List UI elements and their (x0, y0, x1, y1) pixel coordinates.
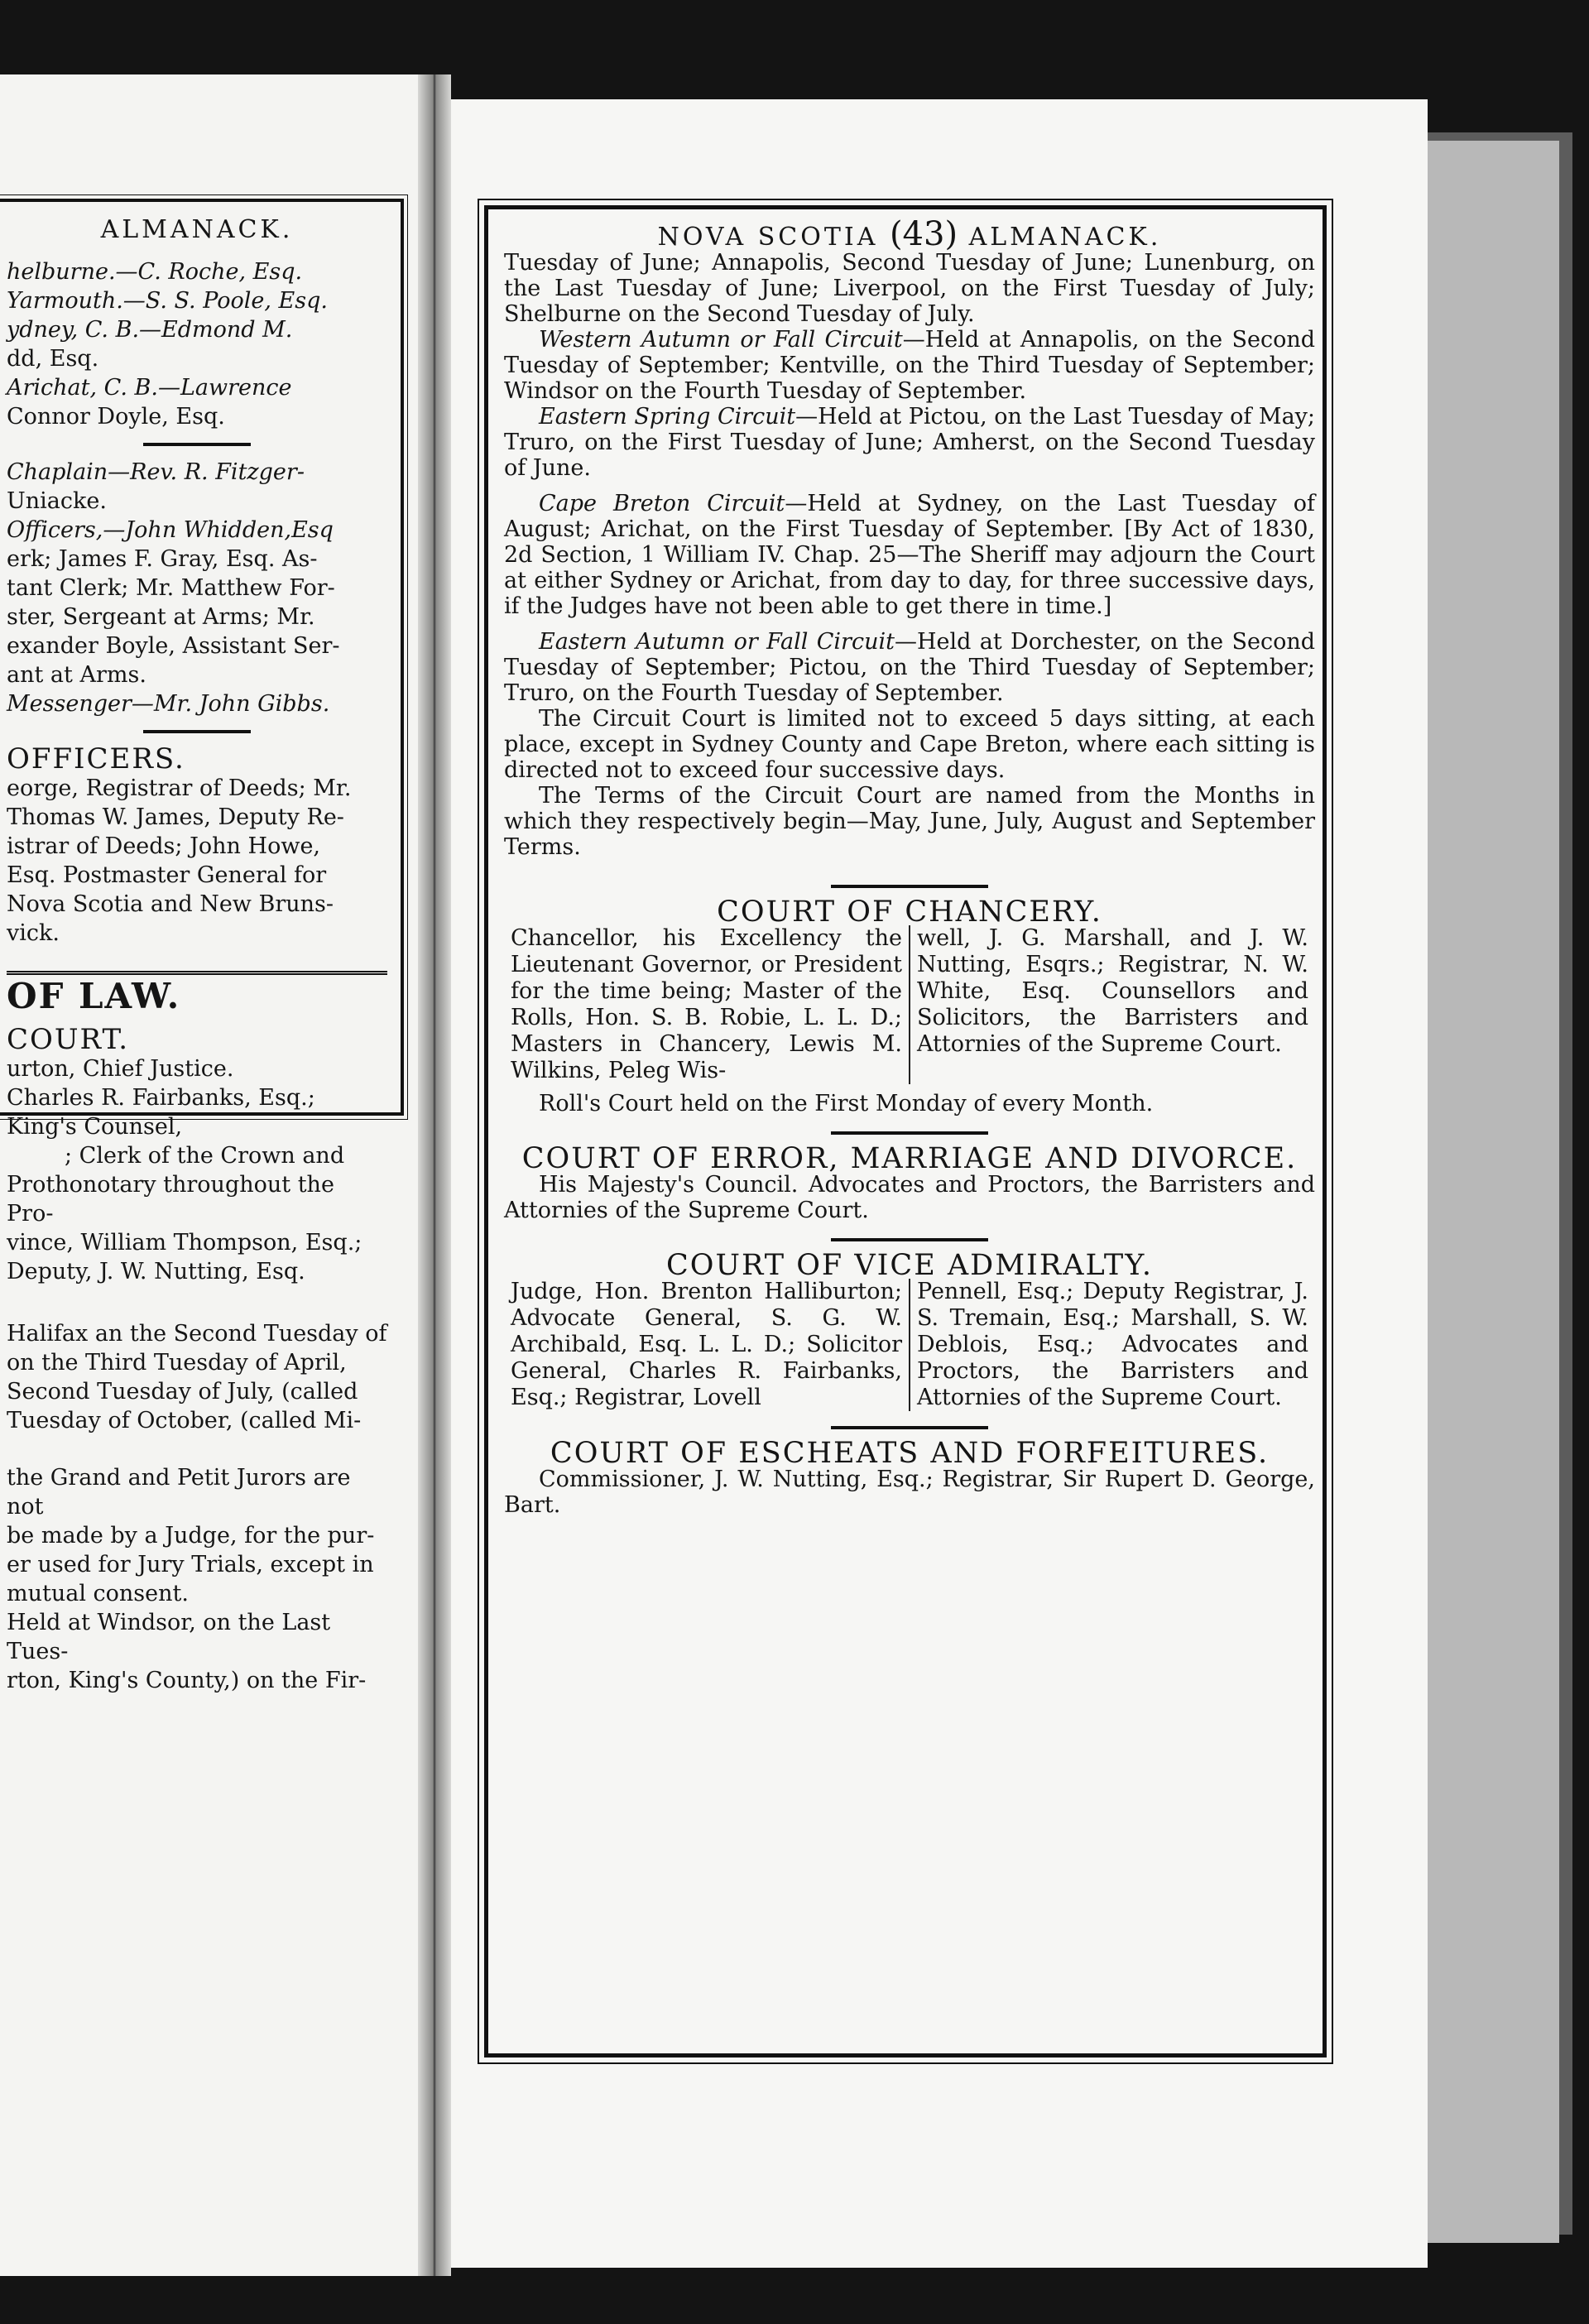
right-page-text (504, 215, 1316, 1518)
left-line: helburne.—C. Roche, Esq. (7, 259, 303, 285)
double-divider (7, 971, 387, 975)
admiralty-right-column: Pennell, Esq.; Deputy Registrar, J. S. Tremain, Esq.; Marshall, S. W. Deblois, Esq.; Advocates and Proctors, the Barristers and Attornies of the Supreme Court. (917, 1279, 1308, 1410)
left-line: Prothonotary throughout the Pro- (7, 1172, 334, 1227)
left-line: erk; James F. Gray, Esq. As- (7, 546, 318, 572)
divider (831, 1426, 988, 1429)
chancery-right-column: well, J. G. Marshall, and J. W. Nutting, Esqrs.; Registrar, N. W. White, Esq. Counsellors and Solicitors, the Barristers and Attornies of the Supreme Court. (917, 925, 1308, 1057)
left-lines-1 (7, 257, 387, 431)
left-page-text (7, 215, 387, 1695)
left-line: er used for Jury Trials, except in (7, 1552, 374, 1577)
left-running-head: ALMANACK. (100, 215, 294, 244)
left-line: vick. (7, 920, 60, 946)
left-line: Uniacke. (7, 488, 107, 514)
officers-heading: OFFICERS. (7, 742, 185, 775)
left-line: Arichat, C. B.—Lawrence (7, 375, 292, 401)
eastern-autumn-text: —Held at Dorchester, on the Second Tuesday of September; Pictou, on the Third Tuesday of September; Truro, on the Fourth Tuesday of September. (504, 629, 1315, 706)
left-line: istrar of Deeds; John Howe, (7, 833, 321, 859)
chancery-columns (504, 925, 1315, 1084)
left-line: Connor Doyle, Esq. (7, 404, 225, 430)
left-line: King's Counsel, (7, 1114, 183, 1140)
left-line: Second Tuesday of July, (called (7, 1379, 358, 1404)
eastern-spring-title: Eastern Spring Circuit (539, 404, 796, 430)
left-line: Messenger—Mr. John Gibbs. (7, 691, 330, 717)
left-line: exander Boyle, Assistant Ser- (7, 633, 340, 659)
divider (831, 1131, 988, 1135)
running-head (504, 215, 1315, 253)
page-number: (43) (889, 215, 958, 253)
left-line: ant at Arms. (7, 662, 146, 688)
left-page (0, 74, 418, 2276)
paragraph-terms: The Terms of the Circuit Court are named from the Months in which they respectively begin—May, June, July, August and September Terms. (504, 783, 1315, 860)
left-line: Halifax an the Second Tuesday of (7, 1321, 387, 1347)
left-line: Deputy, J. W. Nutting, Esq. (7, 1259, 305, 1284)
cape-breton-title: Cape Breton Circuit (539, 491, 785, 516)
admiralty-left-column: Judge, Hon. Brenton Halliburton; Advocate General, S. G. W. Archibald, Esq. L. L. D.; Solicitor General, Charles R. Fairbanks, Esq.; Registrar, Lovell (504, 1279, 910, 1411)
left-line: Esq. Postmaster General for (7, 862, 327, 888)
left-line: tant Clerk; Mr. Matthew For- (7, 575, 335, 601)
left-line: on the Third Tuesday of April, (7, 1350, 347, 1376)
chancery-left-column: Chancellor, his Excellency the Lieutenant Governor, or President for the time being; Master of the Rolls, Hon. S. B. Robie, L. L. D.; Masters in Chancery, Lewis M. Wilkins, Peleg Wis- (504, 925, 910, 1084)
left-line: Thomas W. James, Deputy Re- (7, 804, 344, 830)
escheats-text: Commissioner, J. W. Nutting, Esq.; Registrar, Sir Rupert D. George, Bart. (504, 1467, 1315, 1518)
western-circuit-title: Western Autumn or Fall Circuit (539, 327, 903, 353)
paragraph-western-circuit (504, 327, 1315, 404)
escheats-heading: COURT OF ESCHEATS AND FORFEITURES. (550, 1437, 1270, 1470)
left-line: ster, Sergeant at Arms; Mr. (7, 604, 315, 630)
divider (831, 885, 988, 888)
admiralty-heading: COURT OF VICE ADMIRALTY. (666, 1249, 1153, 1282)
divider (831, 1238, 988, 1241)
left-line: ; Clerk of the Crown and (65, 1143, 345, 1169)
left-line: the Grand and Petit Jurors are not (7, 1465, 351, 1520)
left-lines-2 (7, 458, 387, 718)
left-line: Held at Windsor, on the Last Tues- (7, 1610, 331, 1664)
left-line: eorge, Registrar of Deeds; Mr. (7, 775, 352, 801)
paragraph-eastern-autumn-circuit (504, 629, 1315, 706)
left-line: dd, Esq. (7, 346, 99, 372)
paragraph-circuit-limit: The Circuit Court is limited not to exceed 5 days sitting, at each place, except in Sydney County and Cape Breton, where each sitting is directed not to exceed four successive days. (504, 706, 1315, 783)
divider (143, 443, 251, 446)
paragraph-sessions: Tuesday of June; Annapolis, Second Tuesday of June; Lunenburg, on the Last Tuesday of June; Liverpool, on the First Tuesday of July; Shelburne on the Second Tuesday of July. (504, 250, 1315, 327)
paragraph-eastern-spring-circuit (504, 404, 1315, 481)
left-lines-6 (7, 1463, 387, 1695)
left-line: Yarmouth.—S. S. Poole, Esq. (7, 288, 328, 314)
left-line: Tuesday of October, (called Mi- (7, 1408, 362, 1433)
right-page (451, 99, 1428, 2268)
left-line: ydney, C. B.—Edmond M. (7, 317, 293, 343)
left-line: mutual consent. (7, 1581, 189, 1606)
left-line: rton, King's County,) on the Fir- (7, 1668, 367, 1693)
court-heading: COURT. (7, 1023, 130, 1056)
cape-breton-text: —Held at Sydney, on the Last Tuesday of August; Arichat, on the First Tuesday of September. [By Act of 1830, 2d Section, 1 William IV. Chap. 25—The Sheriff may adjourn the Court at either Sydney or Arichat, from day to day, for three successive days, if the Judges have not been able to get there in time.] (504, 491, 1315, 619)
eastern-spring-text: —Held at Pictou, on the Last Tuesday of May; Truro, on the First Tuesday of June; Amherst, on the Second Tuesday of June. (504, 404, 1316, 481)
error-heading: COURT OF ERROR, MARRIAGE AND DIVORCE. (521, 1142, 1298, 1175)
paragraph-cape-breton-circuit (504, 491, 1315, 619)
left-line: vince, William Thompson, Esq.; (7, 1230, 362, 1256)
eastern-autumn-title: Eastern Autumn or Fall Circuit (539, 629, 895, 655)
left-lines-4 (7, 1054, 387, 1286)
left-line: be made by a Judge, for the pur- (7, 1523, 375, 1549)
running-head-right: ALMANACK. (968, 223, 1162, 252)
running-head-left: NOVA SCOTIA (657, 223, 879, 252)
left-line: Charles R. Fairbanks, Esq.; (7, 1085, 315, 1111)
error-text: His Majesty's Council. Advocates and Proctors, the Barristers and Attornies of the Supreme Court. (504, 1172, 1315, 1223)
rolls-court: Roll's Court held on the First Monday of every Month. (539, 1091, 1154, 1116)
law-heading: OF LAW. (7, 976, 181, 1016)
left-line: Nova Scotia and New Bruns- (7, 891, 334, 917)
left-lines-5 (7, 1319, 387, 1435)
left-line: urton, Chief Justice. (7, 1056, 234, 1082)
left-line: Chaplain—Rev. R. Fitzger- (7, 459, 305, 485)
chancery-heading: COURT OF CHANCERY. (717, 896, 1102, 929)
western-circuit-text: —Held at Annapolis, on the Second Tuesday of September; Kentville, on the Third Tuesday of September; Windsor on the Fourth Tuesday of September. (504, 327, 1316, 404)
book-gutter (418, 74, 451, 2276)
left-lines-3 (7, 774, 387, 948)
admiralty-columns (504, 1279, 1315, 1411)
left-line: Officers,—John Whidden,Esq (7, 517, 334, 543)
divider (143, 730, 251, 733)
